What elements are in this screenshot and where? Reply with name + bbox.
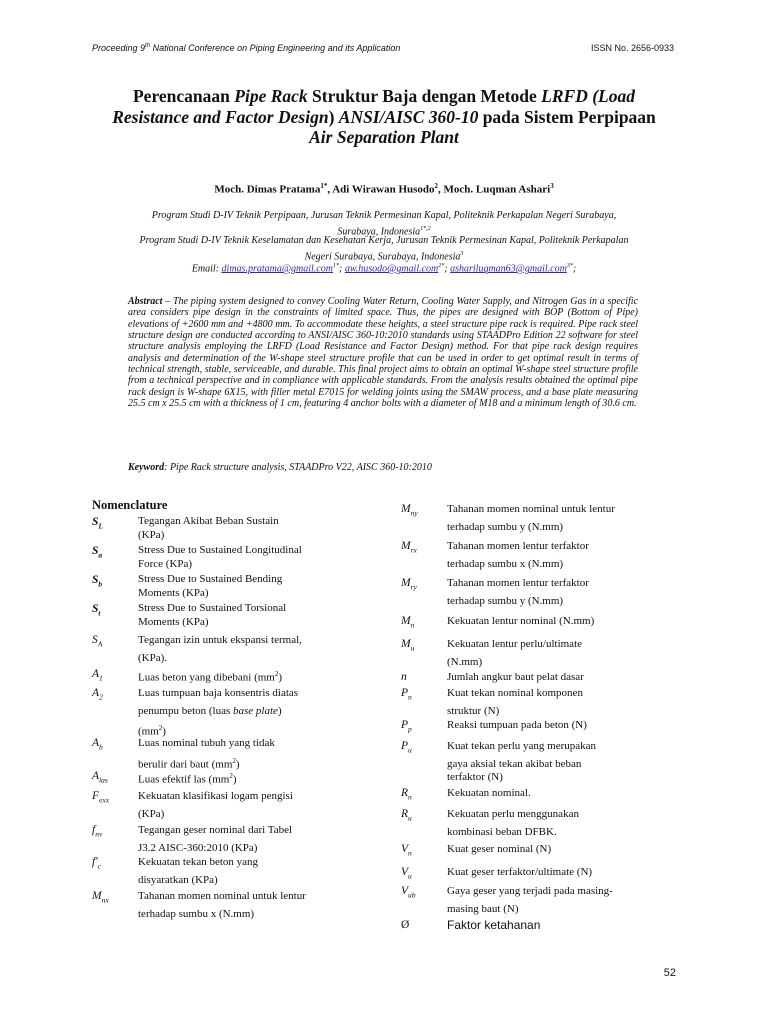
page-number: 52 (663, 967, 676, 979)
abstract-label: Abstract (128, 296, 163, 307)
email-link-2[interactable]: aw.husodo@gmail.com (344, 263, 439, 275)
author-list: Moch. Dimas Pratama$^{1*}$, Adi Wirawan Husodo$^2$, Moch. Luqman Ashari$^3$ (214, 182, 554, 196)
email-link-1[interactable]: dimas.pratama@gmail.com (221, 263, 333, 275)
phi-symbol: Ø (401, 919, 410, 931)
email-line: Email: dimas.pratama@gmail.com$^{1*}$; aw.husodo@gmail.com$^{2*}$; ashariluqman63@gmail.com$^{3*}$; (191, 263, 577, 275)
nomenclature-heading: Nomenclature (92, 498, 168, 512)
abstract-text: The piping system designed to convey Cooling Water Return, Cooling Water Supply, and Nitrogen Gas in a specific area considers pipe design in the constraints of limited space. Thus, the pipes are designed with BOP (Bottom of Pipe) elevations of +2600 mm and +4800 mm. To accommodate these heights, a steel structure pipe rack is required. Pipe rack steel structure design are conducted according to ANSI/AISC 360-10:2010 standards using STAADPro Edition 22 software for steel structure analysis employing the LRFD (Load Resistance and Factor Design) method. For that pipe rack design requires analysis and determination of the W-shape steel structure profile that can be used in order to get optimal result in terms of technical strength, stable, serviceable, and durable. This final project aims to obtain an optimal W-shape steel structure profile from a technical perspective and in compliance with applicable standards. From the analysis results obtained the optimal pipe rack design is W-shape 6X15, with filler metal E7015 for welding joints using the SMAW process, and a base plate measuring 25.5 cm x 25.5 cm with a thickness of 1 cm, featuring 4 anchor bolts with a diameter of M18 and a minimum length of 30.6 cm. (128, 296, 638, 410)
email-link-3[interactable]: ashariluqman63@gmail.com (450, 263, 567, 275)
proceeding-title: Proceeding 9th National Conference on Piping Engineering and its Application (92, 43, 401, 53)
keywords: Keyword: Pipe Rack structure analysis, STAADPro V22, AISC 360-10:2010 (128, 462, 432, 473)
abstract: Abstract – The piping system designed to convey Cooling Water Return, Cooling Water Supply, and Nitrogen Gas in a specific area considers pipe design in the constraints of limited space. Thus, the pipes are designed with BOP (Bottom of Pipe) elevations of +2600 mm and +4800 mm. To accommodate these heights, a steel structure pipe rack is required. Pipe rack steel structure design are conducted according to ANSI/AISC 360-10:2010 standards using STAADPro Edition 22 software for steel structure analysis employing the LRFD (Load Resistance and Factor Design) method. For that pipe rack design requires analysis and determination of the W-shape steel structure profile that can be used in order to get optimal result in terms of technical strength, stable, serviceable, and durable. This final project aims to obtain an optimal W-shape steel structure profile from a technical perspective and in compliance with applicable standards. From the analysis results obtained the optimal pipe rack design is W-shape 6X15, with filler metal E7015 for welding joints using the SMAW process, and a base plate measuring 25.5 cm x 25.5 cm with a thickness of 1 cm, featuring 4 anchor bolts with a diameter of M18 and a minimum length of 30.6 cm. (128, 296, 638, 410)
nomenclature-left: $S_L$ Tegangan Akibat Beban Sustain (KPa) $S_a$ Stress Due to Sustained Longitudinal Force (KPa) $S_b$ Stress Due to Sustained Bending Moments (KPa) $S_t$ Stress Due to Sustained Torsional Moments (KPa) $S_A$ Tegangan izin untuk ekspansi termal, (KPa). $A_1$ Luas beton yang dibebani $(mm^2)$ $A_2$ Luas tumpuan baja konsentris diatas penumpu beton (luas base plate) $(mm^2)$ $A_b$ Luas nominal tubuh yang tidak berulir dari baut $(mm^2)$ $A_{las}$ Luas efektif las $(mm^2)$ $F_{exx}$ Kekuatan klasifikasi logam pengisi (KPa) $f_{nv}$ Tegangan geser nominal dari Tabel J3.2 AISC-360:2010 (KPa) $f'_c$ Kekuatan tekan beton yang disyaratkan (KPa) $M_{nx}$ Tahanan momen nominal untuk lentur terhadap sumbu x (N.mm) (92, 515, 306, 920)
affiliation-1: Program Studi D-IV Teknik Perpipaan, Jurusan Teknik Permesinan Kapal, Politeknik Perkapalan Negeri Surabaya, Surabaya, Indonesia$^{1*,2}$ (151, 210, 617, 237)
nomenclature-right: $M_{ny}$ Tahanan momen nominal untuk lentur terhadap sumbu y (N.mm) $M_{rx}$ Tahanan momen lentur terfaktor terhadap sumbu x (N.mm) $M_{ry}$ Tahanan momen lentur terfaktor terhadap sumbu y (N.mm) $M_n$ Kekuatan lentur nominal (N.mm) $M_u$ Kekuatan lentur perlu/ultimate (N.mm) n Jumlah angkur baut pelat dasar $P_n$ Kuat tekan nominal komponen struktur (N) $P_p$ Reaksi tumpuan pada beton (N) $P_u$ Kuat tekan perlu yang merupakan gaya aksial tekan akibat beban terfaktor (N) $R_n$ Kekuatan nominal. $R_u$ Kekuatan perlu menggunakan kombinasi beban DFBK. $V_n$ Kuat geser nominal (N) $V_u$ Kuat geser terfaktor/ultimate (N) $V_{ub}$ Gaya geser yang terjadi pada masing- masing baut (N) Ø Faktor ketahanan (401, 501, 681, 941)
paper-title: Perencanaan Pipe Rack Struktur Baja dengan Metode LRFD (Load Resistance and Factor Design) ANSI/AISC 360-10 pada Sistem Perpipaan Air Separation Plant (112, 86, 656, 147)
issn-number: ISSN No. 2656-0933 (590, 43, 674, 53)
affiliation-2: Program Studi D-IV Teknik Keselamatan dan Kesehatan Kerja, Jurusan Teknik Permesinan Kapal, Politeknik Perkapalan Negeri Surabaya, Surabaya, Indonesia$^3$ (139, 235, 629, 262)
